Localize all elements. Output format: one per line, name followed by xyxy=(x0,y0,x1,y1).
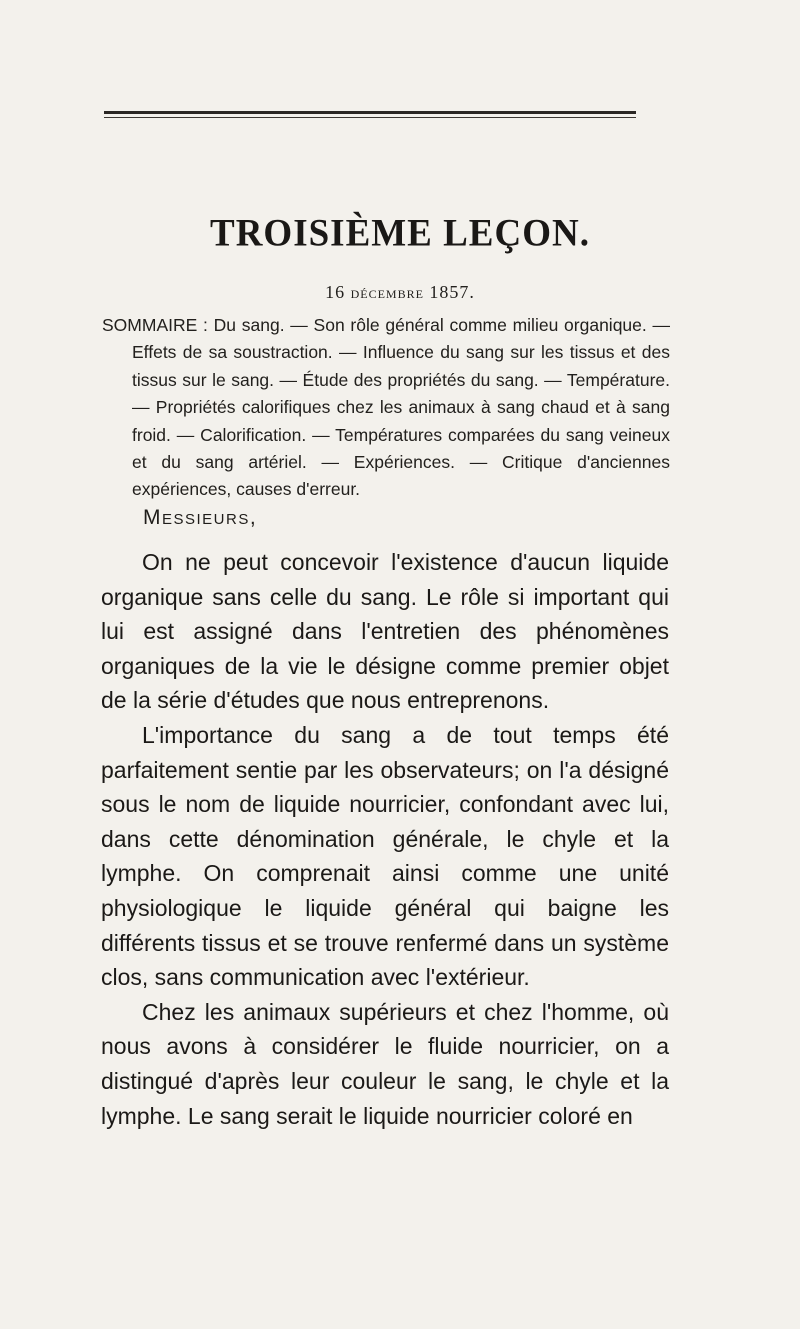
paragraph-2: L'importance du sang a de tout temps été parfaitement sentie par les observateurs; on l'a désigné sous le nom de liquide nourricier, confondant avec lui, dans cette dénomination générale, le chyle et la lymphe. On comprenait ainsi comme une unité physiologique le liquide général qui baigne les différents tissus et se trouve renfermé dans un système clos, sans communication avec l'extérieur. xyxy=(101,721,669,991)
paragraph-1: On ne peut concevoir l'existence d'aucun liquide organique sans celle du sang. Le rôle si important qui lui est assigné dans l'entretien des phénomènes organiques de la vie le désigne comme premier objet de la série d'études que nous entreprenons. xyxy=(101,549,669,714)
salutation: Messieurs, xyxy=(143,506,258,529)
lesson-title: TROISIÈME LEÇON. xyxy=(210,211,590,256)
lesson-date xyxy=(0,282,800,303)
header-rule-thick xyxy=(104,111,636,114)
date-month: décembre xyxy=(350,283,424,302)
paragraph-3: Chez les animaux supérieurs et chez l'homme, où nous avons à considérer le fluide nourricier, on a distingué d'après leur couleur le sang, le chyle et la lymphe. Le sang serait le liquide nourricier coloré en xyxy=(101,998,669,1129)
lesson-summary xyxy=(102,312,670,504)
date-year: 1857. xyxy=(429,282,475,302)
header-rule-thin xyxy=(104,117,636,118)
summary-text: SOMMAIRE : Du sang. — Son rôle général comme milieu organique. — Effets de sa soustraction. — Influence du sang sur les tissus et des tissus sur le sang. — Étude des propriétés du sang. — Température. — Propriétés calorifiques chez les animaux à sang chaud et à sang froid. — Calorification. — Températures comparées du sang veineux et du sang artériel. — Expériences. — Critique d'anciennes expériences, causes d'erreur. xyxy=(102,315,670,500)
date-day: 16 xyxy=(325,282,346,302)
body-text xyxy=(101,545,669,1133)
